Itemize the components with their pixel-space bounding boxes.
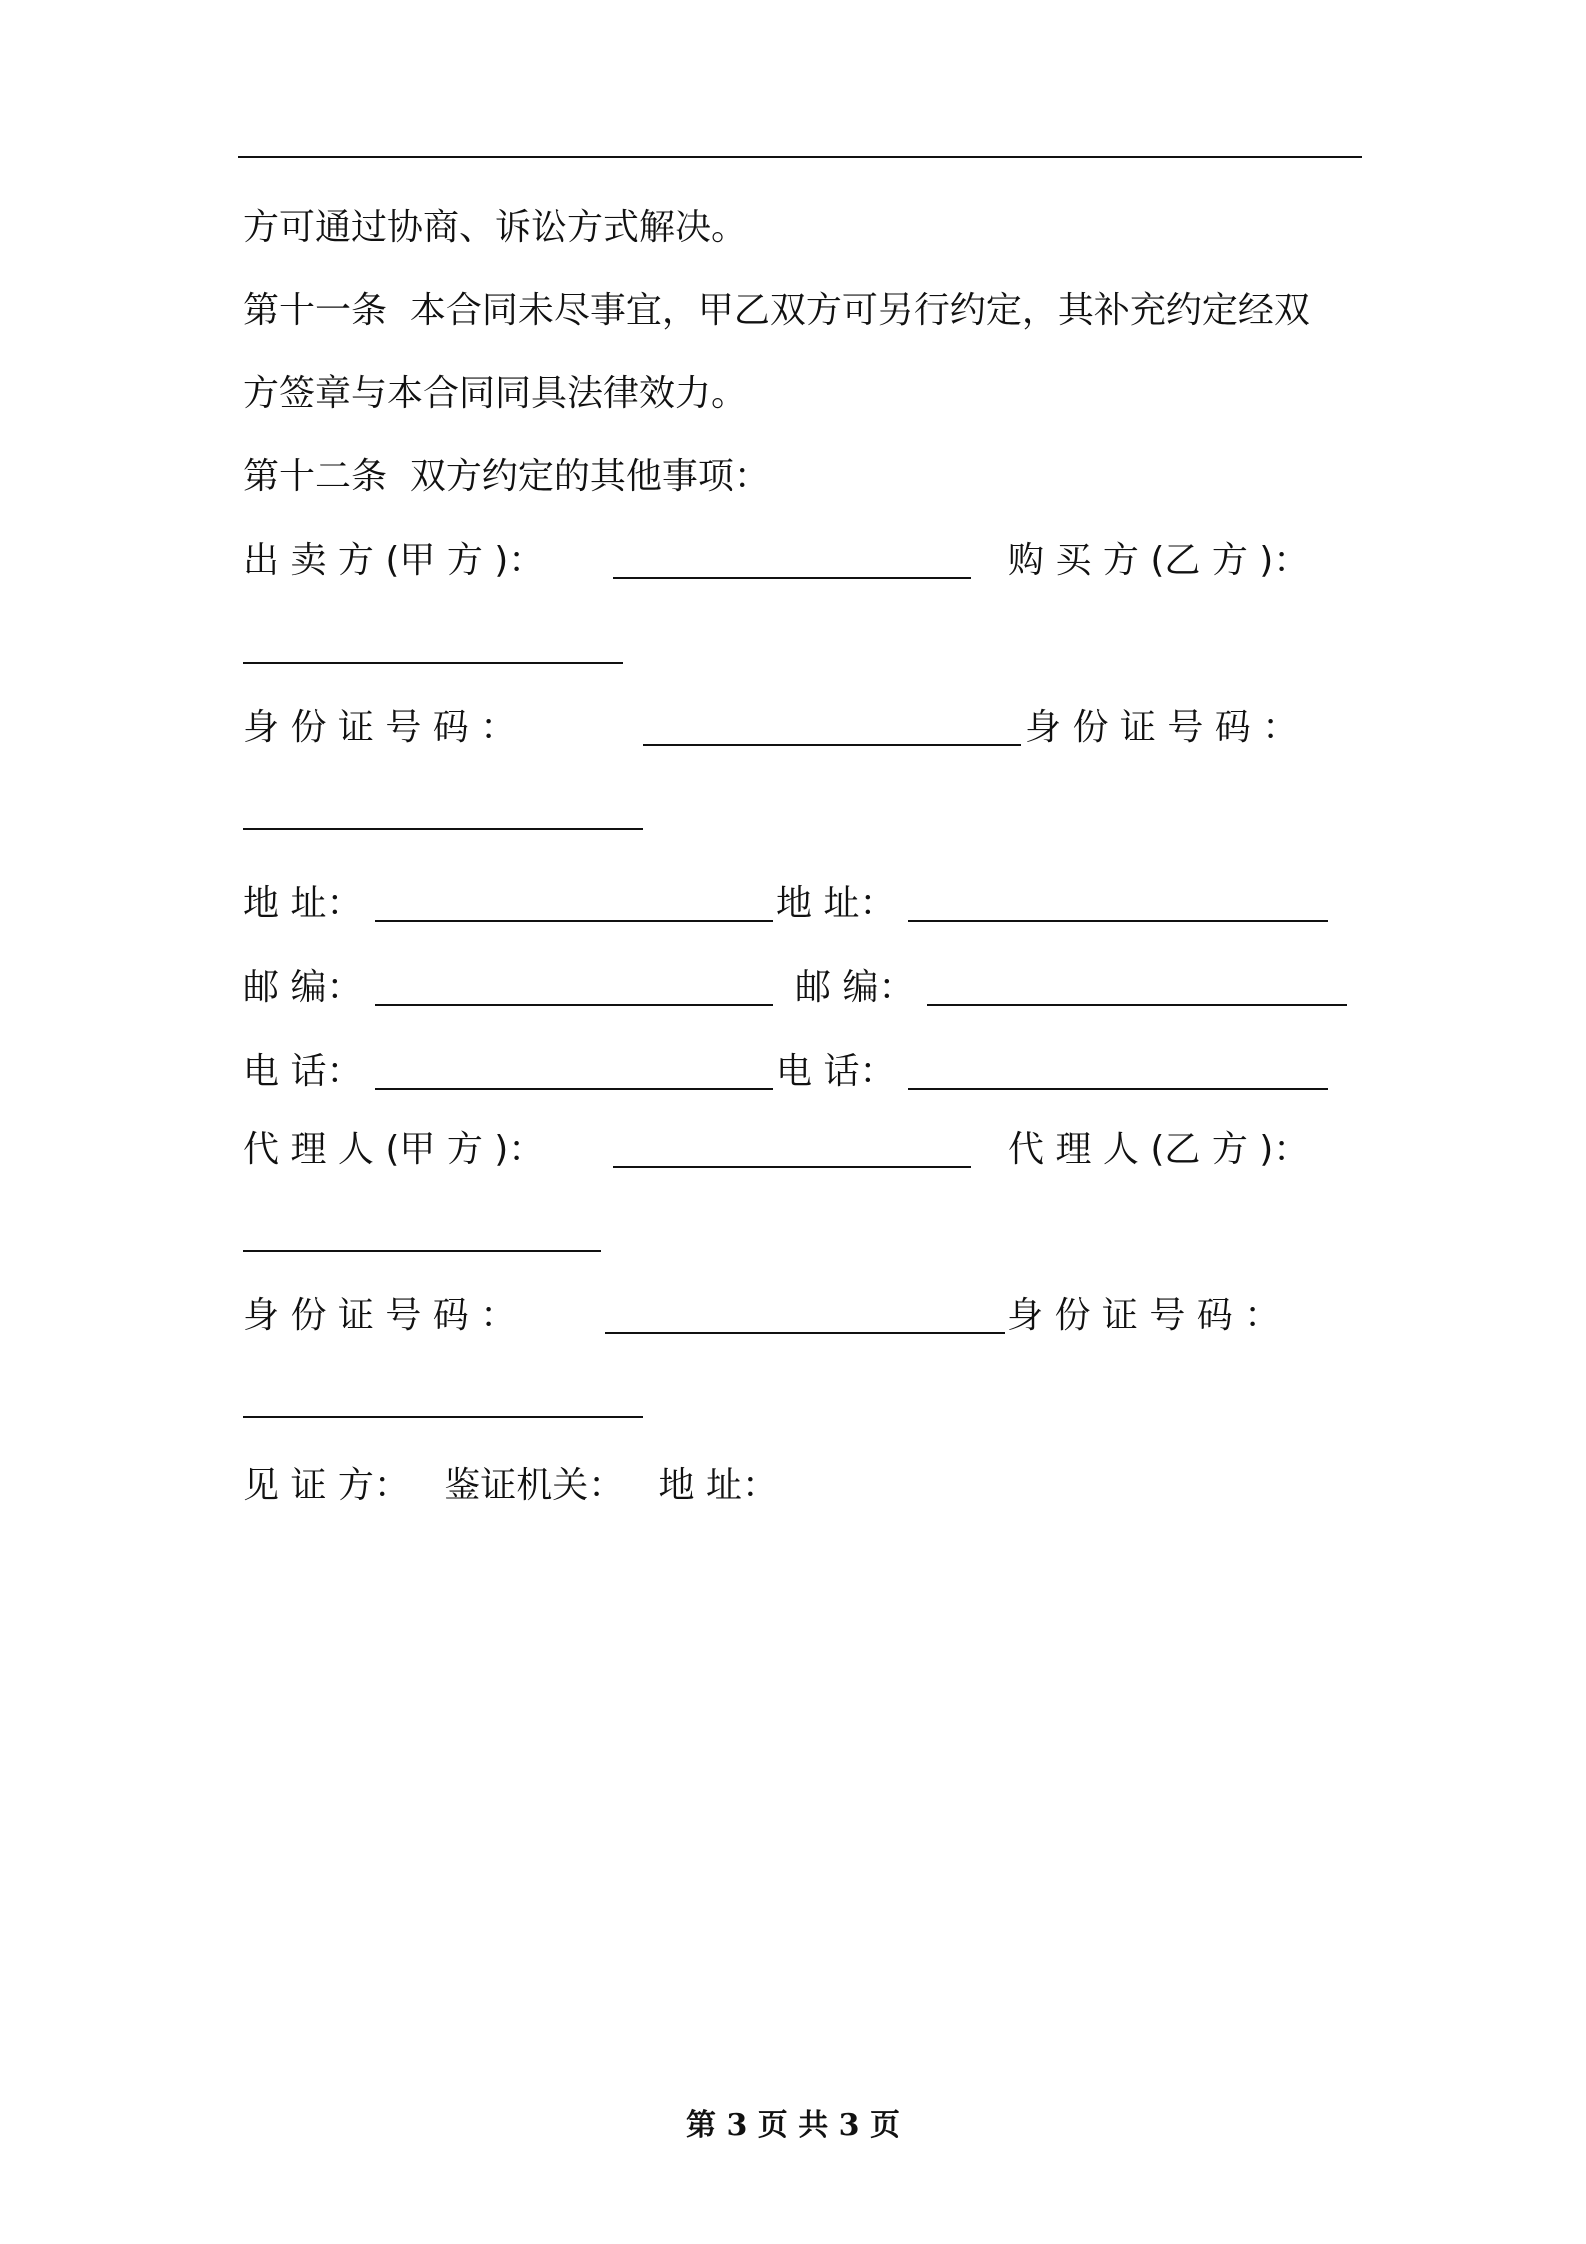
buyer-id-label: 身 份 证 号 码 ：	[1025, 707, 1299, 748]
seller-postcode-label: 邮 编：	[243, 967, 363, 1008]
page-number: 第 3 页 共 3 页	[686, 2108, 900, 2143]
seller-label: 出 卖 方 (甲 方 )：	[243, 540, 545, 581]
paragraph-article-11: 第十一条 本合同未尽事宜，甲乙双方可另行约定，其补充约定经双	[243, 290, 1310, 331]
buyer-name-field[interactable]	[243, 632, 623, 664]
seller-postcode-field[interactable]	[375, 974, 773, 1006]
paragraph-article-12: 第十二条 双方约定的其他事项：	[243, 456, 770, 497]
buyer-label: 购 买 方 (乙 方 )：	[1008, 540, 1310, 581]
buyer-postcode-field[interactable]	[927, 974, 1347, 1006]
agent-b-id-label: 身 份 证 号 码 ：	[1007, 1295, 1281, 1336]
agent-b-id-field[interactable]	[243, 1386, 643, 1418]
seller-phone-field[interactable]	[375, 1058, 773, 1090]
header-rule	[238, 156, 1362, 158]
agent-b-label: 代 理 人 (乙 方 )：	[1008, 1129, 1310, 1170]
buyer-phone-field[interactable]	[908, 1058, 1328, 1090]
buyer-phone-label: 电 话：	[776, 1051, 896, 1092]
buyer-address-label: 地 址：	[776, 883, 896, 924]
buyer-address-field[interactable]	[908, 890, 1328, 922]
paragraph-1: 方可通过协商、诉讼方式解决。	[243, 207, 748, 248]
seller-id-label: 身 份 证 号 码 ：	[243, 707, 517, 748]
agent-a-id-field[interactable]	[605, 1302, 1005, 1334]
seller-name-field[interactable]	[613, 547, 971, 579]
witness-line: 见 证 方： 鉴证机关： 地 址：	[243, 1465, 778, 1506]
buyer-id-field[interactable]	[243, 798, 643, 830]
seller-address-field[interactable]	[375, 890, 773, 922]
seller-address-label: 地 址：	[243, 883, 363, 924]
seller-phone-label: 电 话：	[243, 1051, 363, 1092]
agent-a-field[interactable]	[613, 1136, 971, 1168]
agent-a-label: 代 理 人 (甲 方 )：	[243, 1129, 545, 1170]
paragraph-article-11-cont: 方签章与本合同同具法律效力。	[243, 373, 748, 414]
agent-b-field[interactable]	[243, 1220, 601, 1252]
seller-id-field[interactable]	[643, 714, 1021, 746]
buyer-postcode-label: 邮 编：	[795, 967, 915, 1008]
agent-a-id-label: 身 份 证 号 码 ：	[243, 1295, 517, 1336]
